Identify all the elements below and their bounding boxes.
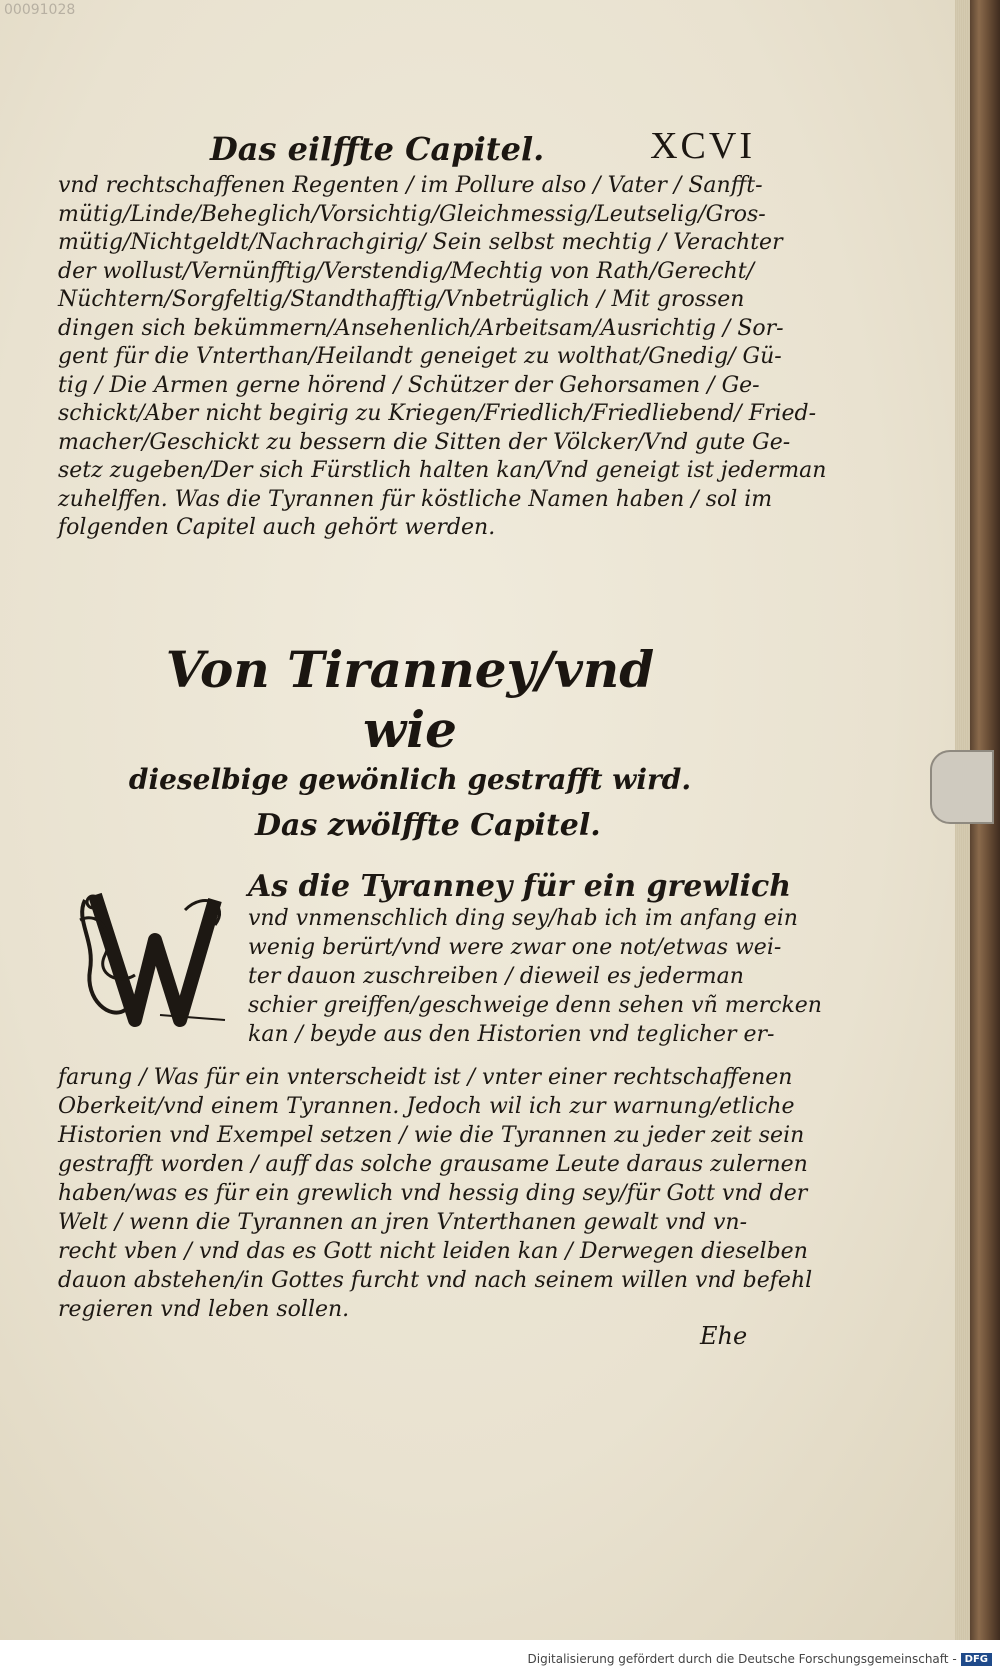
body-paragraph [58,172,827,543]
text-line: kan / beyde aus den Historien vnd teglicher er- [248,1022,775,1047]
folio-number: XCVI [650,125,755,167]
text-line: As die Tyranney für ein grewlich [248,869,792,904]
body-paragraph-2 [58,1063,813,1324]
text-line: haben/was es für ein grewlich vnd hessig ding sey/für Gott vnd der [58,1181,808,1206]
text-line: vnd rechtschaffenen Regenten / im Pollure also / Vater / Sanfft- [58,173,763,198]
chapter-title [120,640,700,800]
scan-id: 00091028 [4,2,76,18]
initial-paragraph [248,869,822,1049]
text-line: schier greiffen/geschweige denn sehen vñ mercken [248,993,822,1018]
text-line: Nüchtern/Sorgfeltig/Standthafftig/Vnbetrüglich / Mit grossen [58,287,745,312]
text-line: tig / Die Armen gerne hörend / Schützer der Gehorsamen / Ge- [58,372,760,398]
text-line: dauon abstehen/in Gottes furcht vnd nach seinem willen vnd befehl [58,1268,813,1293]
chapter-title-line1: Von Tiranney/vnd wie [165,640,655,759]
text-line: setz zugeben/Der sich Fürstlich halten kan/Vnd geneigt ist jederman [58,458,827,483]
text-line: Historien vnd Exempel setzen / wie die Tyrannen zu jeder zeit sein [58,1123,805,1148]
text-line: gestrafft worden / auff das solche grausame Leute daraus zulernen [58,1152,808,1177]
catchword: Ehe [700,1322,748,1350]
text-line: zuhelffen. Was die Tyrannen für köstliche Namen haben / sol im [58,486,773,512]
decorated-initial-w [65,880,235,1035]
text-line: macher/Geschickt zu bessern die Sitten der Völcker/Vnd gute Ge- [58,429,791,455]
text-line: folgenden Capitel auch gehört werden. [58,515,496,540]
text-line: farung / Was für ein vnterscheidt ist / vnter einer rechtschaffenen [58,1065,793,1090]
text-line: gent für die Vnterthan/Heilandt geneiget zu wolthat/Gnedig/ Gü- [58,344,782,369]
chapter-label: Das zwölffte Capitel. [255,808,601,843]
text-line: der wollust/Vernünfftig/Verstendig/Mechtig von Rath/Gerecht/ [58,258,754,284]
text-line: vnd vnmenschlich ding sey/hab ich im anfang ein [248,906,798,931]
text-line: schickt/Aber nicht begirig zu Kriegen/Friedlich/Friedliebend/ Fried- [58,401,817,426]
dfg-logo: DFG [961,1653,992,1666]
text-line: mütig/Linde/Beheglich/Vorsichtig/Gleichmessig/Leutselig/Gros- [58,201,766,227]
text-line: dingen sich bekümmern/Ansehenlich/Arbeitsam/Ausrichtig / Sor- [58,315,784,341]
text-line: recht vben / vnd das es Gott nicht leiden kan / Derwegen dieselben [58,1239,808,1264]
text-line: mütig/Nichtgeldt/Nachrachgirig/ Sein selbst mechtig / Verachter [58,230,783,255]
footer-credit-text: Digitalisierung gefördert durch die Deutsche Forschungsgemeinschaft - [527,1652,957,1666]
page-tab-marker [930,750,994,824]
footer-credit [0,1645,1000,1673]
page-header [210,122,755,168]
text-line: wenig berürt/vnd were zwar one not/etwas wei- [248,935,782,960]
text-line: regieren vnd leben sollen. [58,1297,350,1322]
text-line: Welt / wenn die Tyrannen an jren Vnterthanen gewalt vnd vn- [58,1210,748,1235]
text-line: Oberkeit/vnd einem Tyrannen. Jedoch wil ich zur warnung/etliche [58,1094,795,1119]
running-title: Das eilffte Capitel. [210,130,545,168]
chapter-title-line2: dieselbige gewönlich gestrafft wird. [128,763,692,796]
text-line: ter dauon zuschreiben / dieweil es jederman [248,964,744,989]
